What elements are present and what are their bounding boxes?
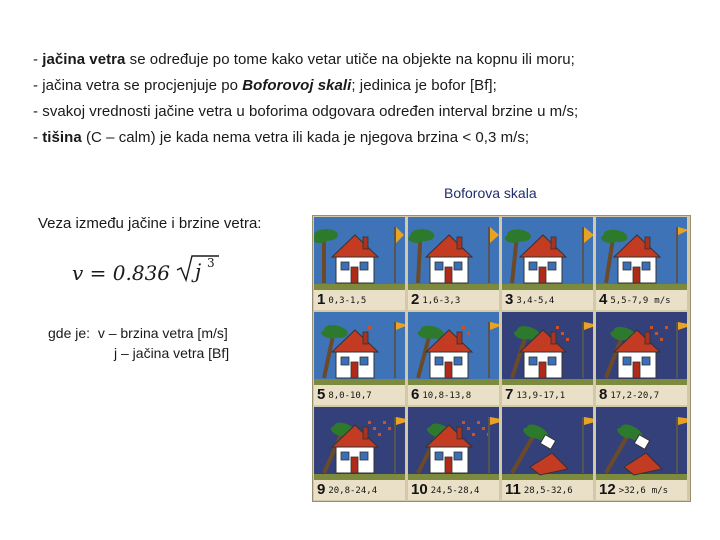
- wind-effect-illustration: [408, 407, 499, 480]
- legend-label: gde je:: [48, 325, 91, 341]
- beaufort-cell-4: [595, 216, 689, 311]
- beaufort-scale-title: Boforova skala: [444, 185, 537, 201]
- legend-v: v – brzina vetra [m/s]: [97, 325, 228, 341]
- beaufort-caption: [314, 385, 405, 405]
- wind-effect-illustration: [502, 217, 593, 290]
- house-icon: [332, 235, 378, 283]
- flag-icon: [394, 417, 405, 473]
- beaufort-number: 12: [599, 481, 616, 498]
- beaufort-cell-6: [407, 311, 501, 406]
- legend-line-v: [48, 323, 229, 343]
- bullet-text: se određuje po tome kako vetar utiče na objekte na kopnu ili moru;: [125, 51, 575, 68]
- speed-range: 8,0-10,7: [328, 391, 372, 401]
- bullet-calm: [33, 128, 713, 154]
- beaufort-caption: [314, 290, 405, 310]
- beaufort-cell-9: [313, 406, 407, 501]
- wind-effect-illustration: [408, 312, 499, 385]
- beaufort-scale-grid: [312, 215, 691, 502]
- flag-icon: [488, 322, 499, 378]
- beaufort-cell-8: [595, 311, 689, 406]
- beaufort-caption: [596, 385, 687, 405]
- flag-icon: [394, 227, 404, 283]
- bullet-text: (C – calm) je kada nema vetra ili kada je njegova brzina < 0,3 m/s;: [81, 129, 530, 146]
- speed-range: 28,5-32,6: [523, 486, 573, 496]
- formula-radicand: j: [195, 259, 202, 283]
- beaufort-caption: [408, 290, 499, 310]
- speed-range: 20,8-24,4: [328, 486, 378, 496]
- beaufort-cell-3: [501, 216, 595, 311]
- bullet-estimation: [33, 76, 713, 102]
- beaufort-cell-11: [501, 406, 595, 501]
- wind-effect-illustration: [596, 312, 687, 385]
- beaufort-number: 6: [411, 386, 420, 403]
- speed-unit: m/s: [651, 486, 669, 496]
- bullet-bold-term: tišina: [42, 129, 82, 146]
- wind-effect-illustration: [314, 407, 405, 480]
- beaufort-cell-2: [407, 216, 501, 311]
- flag-icon: [582, 322, 593, 378]
- debris-icon: [624, 435, 662, 475]
- bullet-dash: -: [33, 129, 43, 146]
- formula-lhs: v = 0.836: [72, 261, 171, 285]
- bullet-text-tail: ; jedinica je bofor [Bf];: [351, 77, 497, 94]
- speed-range: 10,8-13,8: [422, 391, 472, 401]
- wind-effect-illustration: [408, 217, 499, 290]
- house-icon: [614, 235, 660, 283]
- relation-heading: Veza između jačine i brzine vetra:: [38, 215, 262, 232]
- speed-range: 13,9-17,1: [516, 391, 566, 401]
- beaufort-caption: [596, 480, 687, 500]
- speed-range: 0,3-1,5: [328, 296, 367, 306]
- flag-icon: [676, 227, 687, 283]
- wind-effect-illustration: [596, 217, 687, 290]
- flag-icon: [488, 417, 499, 473]
- beaufort-cell-1: [313, 216, 407, 311]
- legend-line-j: j – jačina vetra [Bf]: [114, 345, 230, 361]
- flag-icon: [394, 322, 405, 378]
- beaufort-caption: [502, 290, 593, 310]
- flag-icon: [582, 417, 593, 473]
- speed-unit: m/s: [654, 296, 671, 306]
- speed-range: 24,5-28,4: [430, 486, 480, 496]
- flag-icon: [582, 227, 593, 283]
- bullet-interval: [33, 102, 713, 128]
- beaufort-cell-5: [313, 311, 407, 406]
- wind-effect-illustration: [502, 407, 593, 480]
- sqrt-symbol: [176, 253, 220, 288]
- beaufort-number: 1: [317, 291, 326, 308]
- beaufort-number: 11: [505, 481, 521, 498]
- wind-effect-illustration: [314, 217, 405, 290]
- bullet-dash: -: [33, 77, 43, 94]
- bullet-text: svakoj vrednosti jačine vetra u boforima odgovara određen interval brzine u m/s;: [42, 103, 579, 120]
- speed-range: 1,6-3,3: [422, 296, 461, 306]
- speed-range: >32,6: [618, 486, 646, 496]
- variable-legend: [48, 323, 229, 363]
- beaufort-cell-7: [501, 311, 595, 406]
- bullet-wind-strength: [33, 50, 713, 76]
- bullet-bold-term: jačina vetra: [42, 51, 126, 68]
- beaufort-caption: [408, 385, 499, 405]
- house-icon: [520, 235, 566, 283]
- beaufort-number: 7: [505, 386, 514, 403]
- debris-icon: [530, 435, 568, 475]
- flag-icon: [676, 417, 687, 473]
- flag-icon: [676, 322, 687, 378]
- beaufort-number: 8: [599, 386, 608, 403]
- speed-range: 5,5-7,9: [610, 296, 649, 306]
- wind-speed-formula: [72, 253, 220, 288]
- beaufort-cell-12: [595, 406, 689, 501]
- beaufort-number: 5: [317, 386, 326, 403]
- flag-icon: [488, 227, 499, 283]
- bullet-text: jačina vetra se procjenjuje po: [42, 77, 243, 94]
- wind-effect-illustration: [596, 407, 687, 480]
- beaufort-number: 2: [411, 291, 420, 308]
- bullet-dash: -: [33, 51, 43, 68]
- bullet-list: [33, 50, 713, 154]
- house-icon: [426, 235, 472, 283]
- beaufort-caption: [502, 385, 593, 405]
- bullet-dash: -: [33, 103, 43, 120]
- beaufort-caption: [314, 480, 405, 500]
- beaufort-caption: [596, 290, 687, 310]
- beaufort-number: 4: [599, 291, 608, 308]
- speed-range: 17,2-20,7: [610, 391, 660, 401]
- beaufort-number: 9: [317, 481, 326, 498]
- bullet-italic-term: Boforovoj skali: [242, 77, 352, 94]
- beaufort-cell-10: [407, 406, 501, 501]
- wind-effect-illustration: [502, 312, 593, 385]
- beaufort-caption: [408, 480, 499, 500]
- beaufort-caption: [502, 480, 593, 500]
- speed-range: 3,4-5,4: [516, 296, 555, 306]
- beaufort-number: 3: [505, 291, 514, 308]
- wind-effect-illustration: [314, 312, 405, 385]
- beaufort-number: 10: [411, 481, 428, 498]
- formula-exponent: 3: [207, 256, 216, 270]
